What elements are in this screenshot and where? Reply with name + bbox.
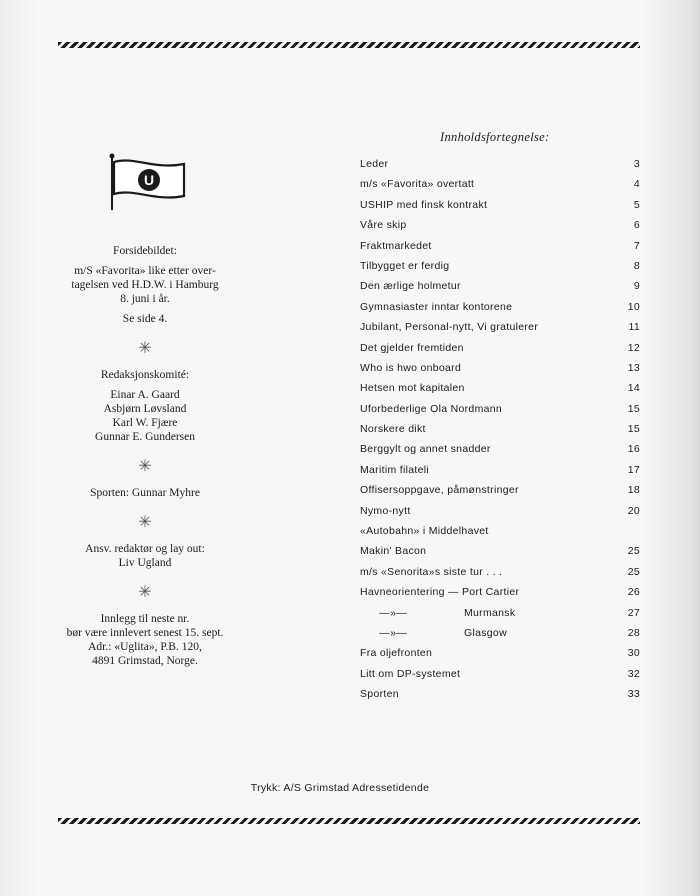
top-decorative-rule	[58, 42, 640, 48]
submission-line-2: bør være innlevert senest 15. sept.	[66, 627, 224, 639]
cover-see-page: Se side 4.	[122, 313, 168, 325]
toc-entry-page: 15	[627, 402, 640, 415]
toc-entry	[360, 460, 640, 480]
committee-member: Asbjørn Løvsland	[103, 403, 187, 415]
toc-entry-title: Nymo-nytt	[360, 504, 411, 517]
toc-entry-page: 20	[627, 504, 640, 517]
toc-entry-subtitle: Murmansk	[464, 606, 516, 619]
toc-entry-title: Fraktmarkedet	[360, 239, 432, 252]
toc-entry-page: 17	[627, 463, 640, 476]
toc-entry-title: —»—	[360, 606, 408, 619]
toc-entry-title: Det gjelder fremtiden	[360, 341, 464, 354]
toc-entry	[360, 501, 640, 521]
toc-entry	[360, 317, 640, 337]
address-line-1: Adr.: «Uglita», P.B. 120,	[88, 641, 202, 653]
separator-asterisk-icon: ✳	[138, 584, 152, 601]
sport-editor: Sporten: Gunnar Myhre	[90, 487, 200, 499]
toc-entry-page: 3	[633, 158, 640, 170]
address-line-2: 4891 Grimstad, Norge.	[92, 655, 198, 667]
cover-heading: Forsidebildet:	[113, 245, 177, 257]
toc-entry-title: Fra oljefronten	[360, 647, 433, 660]
toc-entry	[360, 521, 640, 541]
committee-member: Einar A. Gaard	[110, 389, 180, 401]
toc-entry-title: Offisersoppgave, påmønstringer	[360, 484, 519, 497]
toc-entry	[360, 623, 640, 643]
toc-entry	[360, 215, 640, 235]
toc-entry-title: USHIP med finsk kontrakt	[360, 198, 488, 211]
cover-line-2: tagelsen ved H.D.W. i Hamburg	[71, 279, 219, 291]
toc-entry	[360, 338, 640, 358]
toc-entry	[360, 480, 640, 500]
toc-entry-page: 9	[633, 280, 640, 293]
toc-entry-title: Litt om DP-systemet	[360, 667, 461, 680]
toc-entry-page: 28	[627, 626, 640, 639]
toc-entry	[360, 582, 640, 602]
toc-entry	[360, 174, 640, 194]
toc-entry-title: Havneorientering — Port Cartier	[360, 586, 520, 599]
toc-entry	[360, 399, 640, 419]
toc-entry-title: Jubilant, Personal-nytt, Vi gratulerer	[360, 321, 539, 334]
toc-entry	[360, 378, 640, 398]
committee-member: Gunnar E. Gundersen	[95, 431, 195, 443]
toc-entry-title: Leder	[360, 158, 389, 170]
toc-entry-page: 6	[633, 219, 640, 232]
toc-entry-page: 8	[633, 259, 640, 272]
toc-entry-title: m/s «Senorita»s siste tur . . .	[360, 565, 503, 578]
toc-entry-page: 27	[627, 606, 640, 619]
toc-entry-title: «Autobahn» i Middelhavet	[360, 525, 489, 538]
toc-entry-page: 30	[627, 647, 640, 660]
toc-entry-page: 16	[627, 443, 640, 456]
toc-entry	[360, 664, 640, 684]
toc-entry-page: 5	[633, 198, 640, 211]
toc-entry-page: 14	[627, 382, 640, 395]
toc-entry-page: 13	[627, 361, 640, 374]
toc-entry-title: Norskere dikt	[360, 423, 426, 436]
toc-entry	[360, 541, 640, 561]
toc-entry	[360, 358, 640, 378]
bottom-decorative-rule	[58, 818, 640, 824]
toc-entry-title: m/s «Favorita» overtatt	[360, 178, 475, 191]
toc-entry-title: Berggylt og annet snadder	[360, 443, 491, 456]
committee-member: Karl W. Fjære	[112, 417, 178, 429]
toc-entry-title: Maritim filateli	[360, 463, 429, 476]
toc-entry-page: 32	[627, 667, 640, 680]
separator-asterisk-icon: ✳	[138, 514, 152, 531]
toc-entry-page: 25	[627, 545, 640, 558]
toc-entry-title: Gymnasiaster inntar kontorene	[360, 300, 513, 313]
separator-asterisk-icon: ✳	[138, 340, 152, 357]
toc-entry	[360, 195, 640, 215]
toc-entry-title: Tilbygget er ferdig	[360, 259, 450, 272]
masthead-column	[30, 244, 260, 668]
toc-entry-title: Uforbederlige Ola Nordmann	[360, 402, 503, 415]
toc-entry-page: 12	[627, 341, 640, 354]
committee-heading: Redaksjonskomité:	[100, 369, 190, 381]
toc-entry-page: 25	[627, 565, 640, 578]
toc-heading: Innholdsfortegnelse:	[440, 130, 550, 144]
cover-line-1: m/S «Favorita» like etter over-	[74, 265, 216, 277]
toc-entry-title: Den ærlige holmetur	[360, 280, 461, 293]
toc-entry-page: 33	[627, 688, 640, 701]
toc-entry-page: 4	[633, 178, 640, 191]
toc-entry	[360, 643, 640, 663]
toc-entry	[360, 562, 640, 582]
table-of-contents	[360, 154, 640, 705]
toc-entry-title: —»—	[360, 626, 408, 639]
cover-line-3: 8. juni i år.	[120, 293, 170, 305]
toc-entry	[360, 603, 640, 623]
toc-entry	[360, 419, 640, 439]
toc-entry-title: Makin' Bacon	[360, 545, 427, 558]
toc-entry-page: 11	[628, 321, 640, 334]
toc-entry	[360, 154, 640, 174]
editor-heading: Ansv. redaktør og lay out:	[85, 543, 205, 555]
toc-entry-page: 26	[627, 586, 640, 599]
separator-asterisk-icon: ✳	[138, 458, 152, 475]
toc-entry	[360, 236, 640, 256]
toc-entry	[360, 297, 640, 317]
toc-entry	[360, 256, 640, 276]
toc-entry-page: 15	[627, 423, 640, 436]
toc-entry-title: Who is hwo onboard	[360, 361, 462, 374]
toc-entry-page: 10	[627, 300, 640, 313]
printer-credit: Trykk: A/S Grimstad Adressetidende	[250, 782, 430, 794]
submission-line-1: Innlegg til neste nr.	[100, 613, 190, 625]
toc-entry	[360, 276, 640, 296]
toc-entry	[360, 684, 640, 704]
toc-entry-page: 7	[633, 239, 640, 252]
toc-entry-subtitle: Glasgow	[464, 626, 507, 639]
toc-entry-title: Hetsen mot kapitalen	[360, 382, 465, 395]
toc-entry-title: Sporten	[360, 688, 399, 701]
editor-name: Liv Ugland	[118, 557, 172, 569]
toc-entry-page: 18	[627, 484, 640, 497]
toc-entry	[360, 439, 640, 459]
flag-icon	[104, 152, 190, 212]
toc-entry-title: Våre skip	[360, 219, 407, 232]
flag-letter: U	[143, 172, 155, 188]
